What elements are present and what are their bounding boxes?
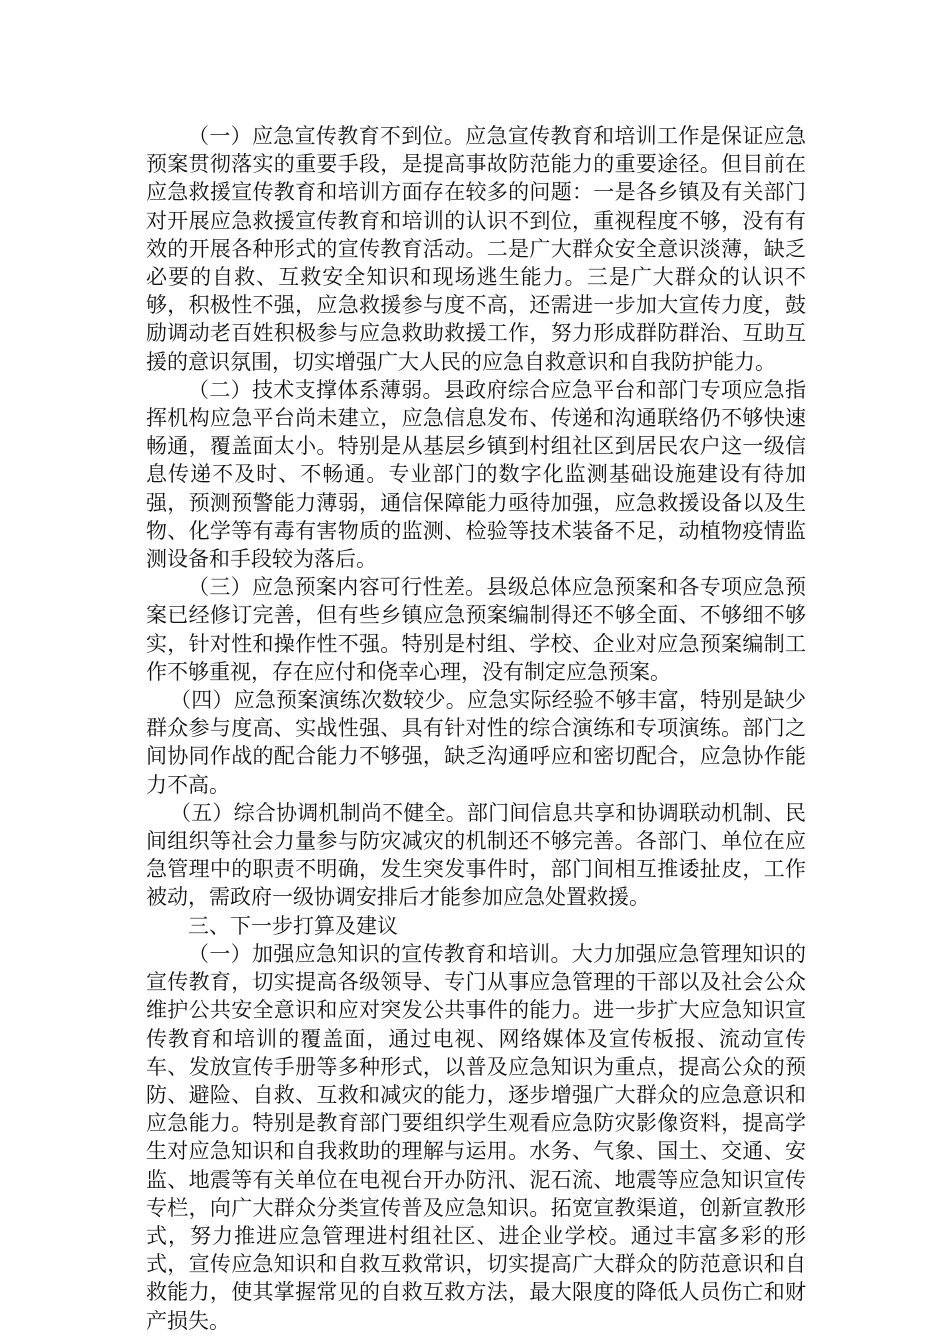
paragraph-coordination-mechanism: （五）综合协调机制尚不健全。部门间信息共享和协调联动机制、民间组织等社会力量参与防灾减灾的机制还不够完善。各部门、单位在应急管理中的职责不明确，发生突发事件时，部门间相互推诿扯皮，工作被动，需政府一级协调安排后才能参加应急处置救援。 <box>146 800 806 910</box>
paragraph-strengthen-training: （一）加强应急知识的宣传教育和培训。大力加强应急管理知识的宣传教育，切实提高各级领导、专门从事应急管理的干部以及社会公众维护公共安全意识和应对突发公共事件的能力。进一步扩大应急知识宣传教育和培训的覆盖面，通过电视、网络媒体及宣传板报、流动宣传车、发放宣传手册等多种形式，以普及应急知识为重点，提高公众的预防、避险、自救、互救和减灾的能力，逐步增强广大群众的应急意识和应急能力。特别是教育部门要组织学生观看应急防灾影像资料，提高学生对应急知识和自我救助的理解与运用。水务、气象、国土、交通、安监、地震等有关单位在电视台开办防汛、泥石流、地震等应急知识宣传专栏，向广大群众分类宣传普及应急知识。拓宽宣教渠道，创新宣教形式，努力推进应急管理进村组社区、进企业学校。通过丰富多彩的形式，宣传应急知识和自救互救常识，切实提高广大群众的防范意识和自救能力，使其掌握常见的自救互救方法，最大限度的降低人员伤亡和财产损失。 <box>146 941 806 1333</box>
section-heading-next-steps: 三、下一步打算及建议 <box>188 913 398 938</box>
paragraph-emergency-plans: （三）应急预案内容可行性差。县级总体应急预案和各专项应急预案已经修订完善，但有些乡镇应急预案编制得还不够全面、不够细不够实，针对性和操作性不强。特别是村组、学校、企业对应急预案编制工作不够重视，存在应付和侥幸心理，没有制定应急预案。 <box>146 575 806 684</box>
paragraph-emergency-education: （一）应急宣传教育不到位。应急宣传教育和培训工作是保证应急预案贯彻落实的重要手段，是提高事故防范能力的重要途径。但目前在应急救援宣传教育和培训方面存在较多的问题：一是各乡镇及有关部门对开展应急救援宣传教育和培训的认识不到位，重视程度不够，没有有效的开展各种形式的宣传教育活动。二是广大群众安全意识淡薄，缺乏必要的自救、互救安全知识和现场逃生能力。三是广大群众的认识不够，积极性不强，应急救援参与度不高，还需进一步加大宣传力度，鼓励调动老百姓积极参与应急救助救援工作，努力形成群防群治、互助互援的意识氛围，切实增强广大人民的应急自救意识和自我防护能力。 <box>146 124 806 374</box>
paragraph-emergency-drills: （四）应急预案演练次数较少。应急实际经验不够丰富，特别是缺少群众参与度高、实战性强、具有针对性的综合演练和专项演练。部门之间协同作战的配合能力不够强，缺乏沟通呼应和密切配合，应急协作能力不高。 <box>146 688 806 797</box>
paragraph-technical-support: （二）技术支撑体系薄弱。县政府综合应急平台和部门专项应急指挥机构应急平台尚未建立，应急信息发布、传递和沟通联络仍不够快速畅通，覆盖面太小。特别是从基层乡镇到村组社区到居民农户这一级信息传递不及时、不畅通。专业部门的数字化监测基础设施建设有待加强，预测预警能力薄弱，通信保障能力亟待加强，应急救援设备以及生物、化学等有毒有害物质的监测、检验等技术装备不足，动植物疫情监测设备和手段较为落后。 <box>146 377 806 572</box>
document-body <box>146 122 806 1335</box>
